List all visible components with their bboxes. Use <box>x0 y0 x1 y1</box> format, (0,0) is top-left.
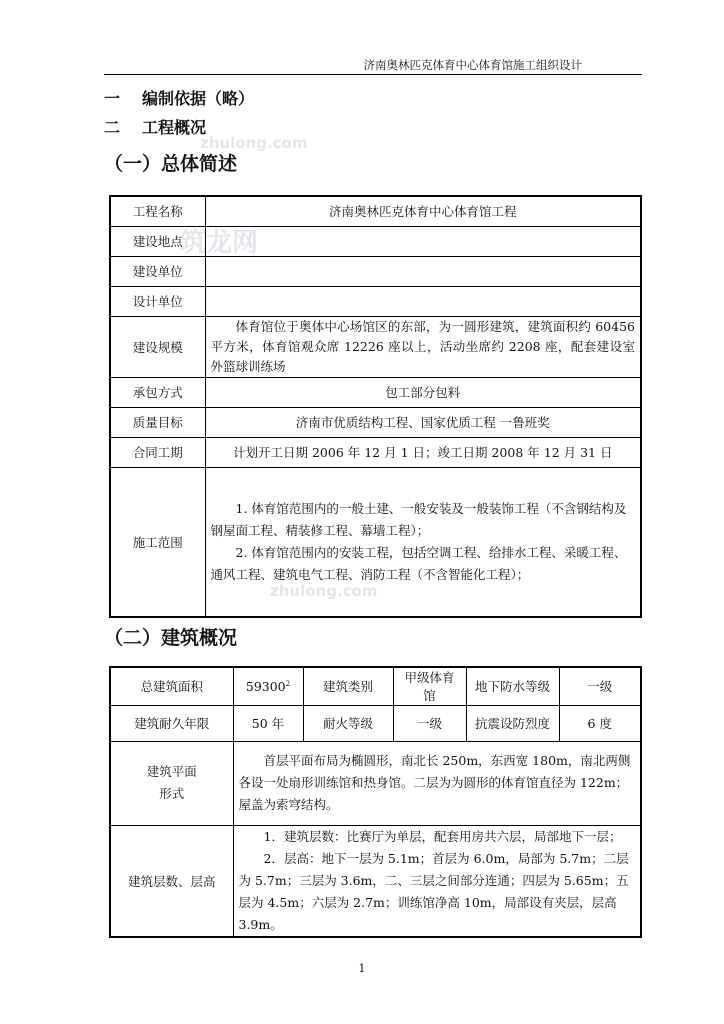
label-scope: 施工范围 <box>110 467 205 617</box>
value-location <box>205 226 641 256</box>
scope-item-2: 2. 体育馆范围内的安装工程，包括空调工程、给排水工程、采暖工程、通风工程、建筑电气工程、消防工程（不含智能化工程）； <box>210 544 627 582</box>
label-designer: 设计单位 <box>110 286 205 316</box>
table-row <box>110 467 641 617</box>
floors-item-1: 1．建筑层数：比赛厅为单层，配套用房共六层，局部地下一层； <box>263 828 622 844</box>
heading-building-overview: （二）建筑概况 <box>104 627 238 649</box>
scope-item-1: 1. 体育馆范围内的一般土建、一般安装及一般装饰工程（不含钢结构及钢屋面工程、精装修工程、幕墙工程）； <box>210 500 627 538</box>
watermark-text: zhulong.com <box>270 582 378 600</box>
value-fire-rating: 一级 <box>393 705 466 741</box>
table-row <box>110 667 641 705</box>
label-plan-form-line-1: 建筑平面 <box>146 764 197 779</box>
table-row <box>110 316 641 377</box>
value-category: 甲级体育馆 <box>393 667 466 705</box>
table-row <box>110 705 641 741</box>
label-floors: 建筑层数、层高 <box>110 825 233 937</box>
label-waterproof: 地下防水等级 <box>466 667 559 705</box>
label-location: 建设地点 <box>110 226 205 256</box>
area-superscript: 2 <box>285 679 291 688</box>
table-row <box>110 377 641 407</box>
value-contract-mode: 包工部分包料 <box>205 377 641 407</box>
table-row <box>110 226 641 256</box>
value-scope <box>205 467 641 617</box>
value-project-name: 济南奥林匹克体育中心体育馆工程 <box>205 196 641 226</box>
page-header <box>104 56 642 75</box>
label-fire-rating: 耐火等级 <box>303 705 393 741</box>
table-row <box>110 286 641 316</box>
heading-general-description: （一）总体简述 <box>104 153 238 175</box>
heading-text: 工程概况 <box>142 118 207 137</box>
page-number: 1 <box>358 962 366 975</box>
table-row <box>110 256 641 286</box>
value-designer <box>205 286 641 316</box>
value-scale: 体育馆位于奥体中心场馆区的东部，为一圆形建筑，建筑面积约 60456 平方米，体育馆观众席 12226 座以上，活动坐席约 2208 座，配套建设室外篮球训练场 <box>205 316 641 377</box>
label-plan-form <box>110 741 233 825</box>
heading-number: 二 <box>104 118 121 137</box>
table-row <box>110 437 641 467</box>
value-total-area <box>233 667 303 705</box>
label-contract-mode: 承包方式 <box>110 377 205 407</box>
building-info-table <box>109 666 642 938</box>
value-waterproof: 一级 <box>559 667 641 705</box>
heading-text: 编制依据（略） <box>142 89 255 108</box>
heading-project-overview <box>104 118 206 138</box>
table-row <box>110 196 641 226</box>
general-info-table <box>109 195 642 618</box>
table-row <box>110 825 641 937</box>
value-seismic: 6 度 <box>559 705 641 741</box>
label-period: 合同工期 <box>110 437 205 467</box>
table-row <box>110 741 641 825</box>
value-plan-form: 首层平面布局为椭圆形，南北长 250m，东西宽 180m，南北两侧各设一处扇形训练馆和热身馆。二层为为圆形的体育馆直径为 122m；屋盖为索穹结构。 <box>233 741 641 825</box>
label-durability: 建筑耐久年限 <box>110 705 233 741</box>
table-row <box>110 407 641 437</box>
label-owner: 建设单位 <box>110 256 205 286</box>
heading-number: 一 <box>104 89 121 108</box>
value-durability: 50 年 <box>233 705 303 741</box>
label-scale: 建设规模 <box>110 316 205 377</box>
label-total-area: 总建筑面积 <box>110 667 233 705</box>
label-quality: 质量目标 <box>110 407 205 437</box>
value-period: 计划开工日期 2006 年 12 月 1 日；竣工日期 2008 年 12 月 31 日 <box>205 437 641 467</box>
area-number: 59300 <box>245 678 286 694</box>
watermark-text: zhulong.com <box>200 134 308 152</box>
value-quality: 济南市优质结构工程、国家优质工程 一鲁班奖 <box>205 407 641 437</box>
label-project-name: 工程名称 <box>110 196 205 226</box>
value-floors <box>233 825 641 937</box>
value-owner <box>205 256 641 286</box>
header-title: 济南奥林匹克体育中心体育馆施工组织设计 <box>363 58 582 72</box>
label-plan-form-line-2: 形式 <box>159 786 185 801</box>
heading-compile-basis <box>104 89 254 109</box>
label-seismic: 抗震设防烈度 <box>466 705 559 741</box>
watermark-logo-text: 筑龙网 <box>180 228 259 258</box>
label-category: 建筑类别 <box>303 667 393 705</box>
floors-item-2: 2．层高：地下一层为 5.1m；首层为 6.0m，局部为 5.7m；二层为 5.7m；三层为 3.6m，二、三层之间部分连通；四层为 5.65m；五层为 4.5m；六层为 2.7m；训练馆净高 10m，局部设有夹层，层高 3.9m。 <box>238 850 629 932</box>
